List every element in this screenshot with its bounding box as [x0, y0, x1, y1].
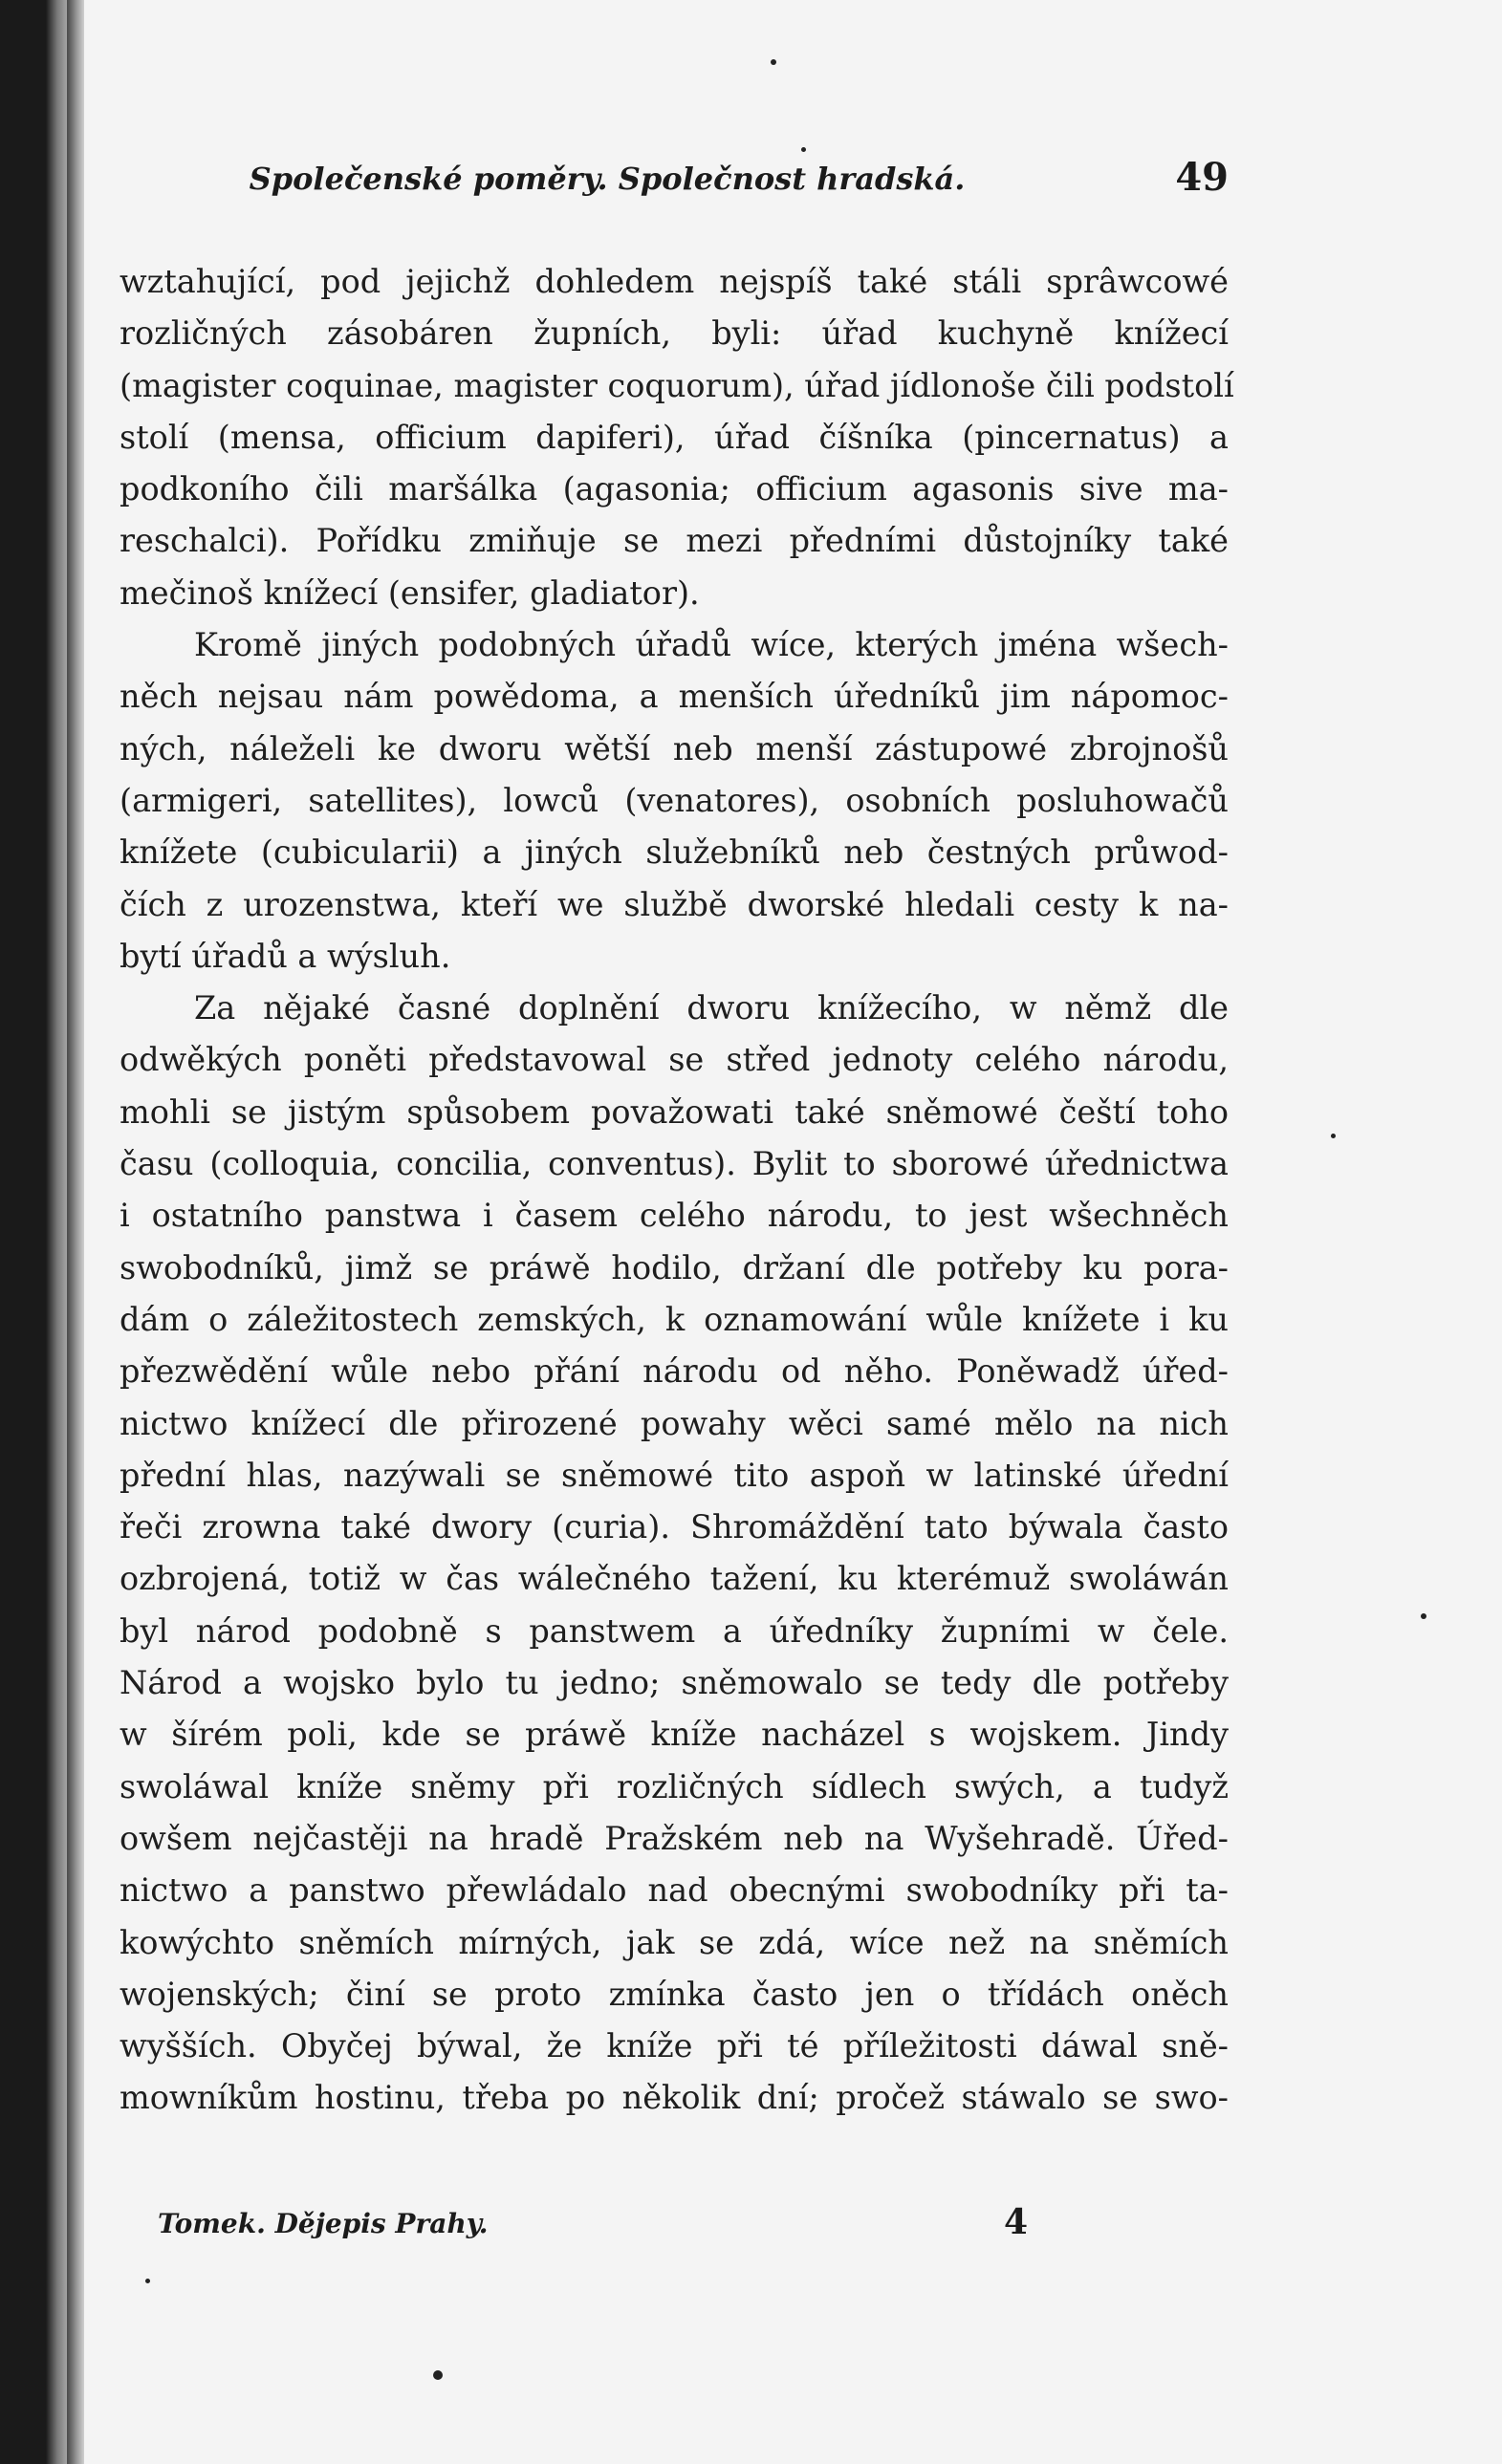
- page-number: 49: [1175, 155, 1229, 200]
- text-line: Kromě jiných podobných úřadů wíce, kterých jména wšech-: [194, 626, 1229, 664]
- text-line: něch nejsau nám powědoma, a menších úředníků jim nápomoc-: [120, 678, 1229, 716]
- text-line: knížete (cubicularii) a jiných služebníků neb čestných průwod-: [120, 833, 1229, 872]
- text-line: podkoního čili maršálka (agasonia; officium agasonis sive ma-: [120, 470, 1229, 508]
- text-line: w šírém poli, kde se práwě kníže nacházel s wojskem. Jindy: [120, 1716, 1229, 1754]
- text-line: Za nějaké časné doplnění dworu knížecího, w němž dle: [194, 989, 1229, 1027]
- text-line: mohli se jistým spůsobem považowati také sněmowé čeští toho: [120, 1092, 1229, 1131]
- text-line: wojenských; činí se proto zmínka často jen o třídách oněch: [120, 1975, 1229, 2013]
- scan-speck: [1421, 1613, 1426, 1619]
- text-line: řeči zrowna také dwory (curia). Shromáždění tato býwala často: [120, 1508, 1229, 1546]
- footer-signature: Tomek. Dějepis Prahy.: [158, 2208, 489, 2239]
- text-line: bytí úřadů a wýsluh.: [120, 937, 451, 975]
- scan-binding-shadow: [67, 0, 86, 2464]
- body-text: [120, 256, 1234, 2125]
- text-line: mowníkům hostinu, třeba po několik dní; pročež stáwalo se swo-: [120, 2079, 1229, 2117]
- scan-speck: [1331, 1134, 1336, 1138]
- text-line: swoláwal kníže sněmy při rozličných sídlech swých, a tudyž: [120, 1767, 1229, 1805]
- text-line: byl národ podobně s panstwem a úředníky župními w čele.: [120, 1611, 1229, 1650]
- text-line: reschalci). Pořídku zmiňuje se mezi předními důstojníky také: [120, 522, 1229, 560]
- footer-sheet-number: 4: [1004, 2202, 1029, 2242]
- text-line: času (colloquia, concilia, conventus). Bylit to sborowé úřednictwa: [120, 1145, 1229, 1183]
- text-line: wztahující, pod jejichž dohledem nejspíš také stáli sprâwcowé: [120, 263, 1229, 300]
- text-line: owšem nejčastěji na hradě Pražském neb na Wyšehradě. Úřed-: [120, 1819, 1229, 1857]
- text-line: odwěkých poněti představowal se střed jednoty celého národu,: [120, 1041, 1229, 1079]
- text-line: wyšších. Obyčej býwal, že kníže při té příležitosti dáwal sně-: [120, 2027, 1229, 2065]
- text-line: (armigeri, satellites), lowců (venatores), osobních posluhowačů: [120, 781, 1229, 819]
- text-line: rozličných zásobáren župních, byli: úřad kuchyně knížecí: [120, 314, 1229, 353]
- text-line: swobodníků, jimž se práwě hodilo, držaní dle potřeby ku pora-: [120, 1248, 1229, 1286]
- text-line: přezwědění wůle nebo přání národu od něho. Poněwadž úřed-: [120, 1352, 1229, 1391]
- text-line: přední hlas, nazýwali se sněmowé tito aspoň w latinské úřední: [120, 1456, 1229, 1494]
- page-header: [120, 155, 1229, 208]
- text-line: (magister coquinae, magister coquorum), úřad jídlonoše čili podstolí: [120, 366, 1234, 404]
- text-line: mečinoš knížecí (ensifer, gladiator).: [120, 573, 700, 612]
- text-line: čích z urozenstwa, kteří we službě dworské hledali cesty k na-: [120, 885, 1229, 923]
- scan-speck: [433, 2370, 443, 2380]
- running-head: Společenské poměry. Společnost hradská.: [249, 161, 966, 197]
- text-line: nictwo a panstwo přewládalo nad obecnými swobodníky při ta-: [120, 1871, 1229, 1910]
- scan-speck: [145, 2279, 150, 2283]
- text-line: kowýchto sněmích mírných, jak se zdá, wíce než na sněmích: [120, 1923, 1229, 1961]
- text-line: stolí (mensa, officium dapiferi), úřad číšníka (pincernatus) a: [120, 418, 1229, 456]
- text-line: dám o záležitostech zemských, k oznamowání wůle knížete i ku: [120, 1300, 1229, 1338]
- text-line: Národ a wojsko bylo tu jedno; sněmowalo se tedy dle potřeby: [120, 1664, 1229, 1702]
- text-line: ných, náleželi ke dworu wětší neb menší zástupowé zbrojnošů: [120, 729, 1229, 767]
- text-line: i ostatního panstwa i časem celého národu, to jest wšechněch: [120, 1197, 1229, 1235]
- page-footer: [120, 2202, 1229, 2250]
- text-line: nictwo knížecí dle přirozené powahy wěci samé mělo na nich: [120, 1404, 1229, 1442]
- scan-speck: [801, 147, 806, 152]
- text-line: ozbrojená, totiž w čas wálečného tažení, ku kterémuž swoláwán: [120, 1560, 1229, 1598]
- scan-speck: [771, 59, 776, 65]
